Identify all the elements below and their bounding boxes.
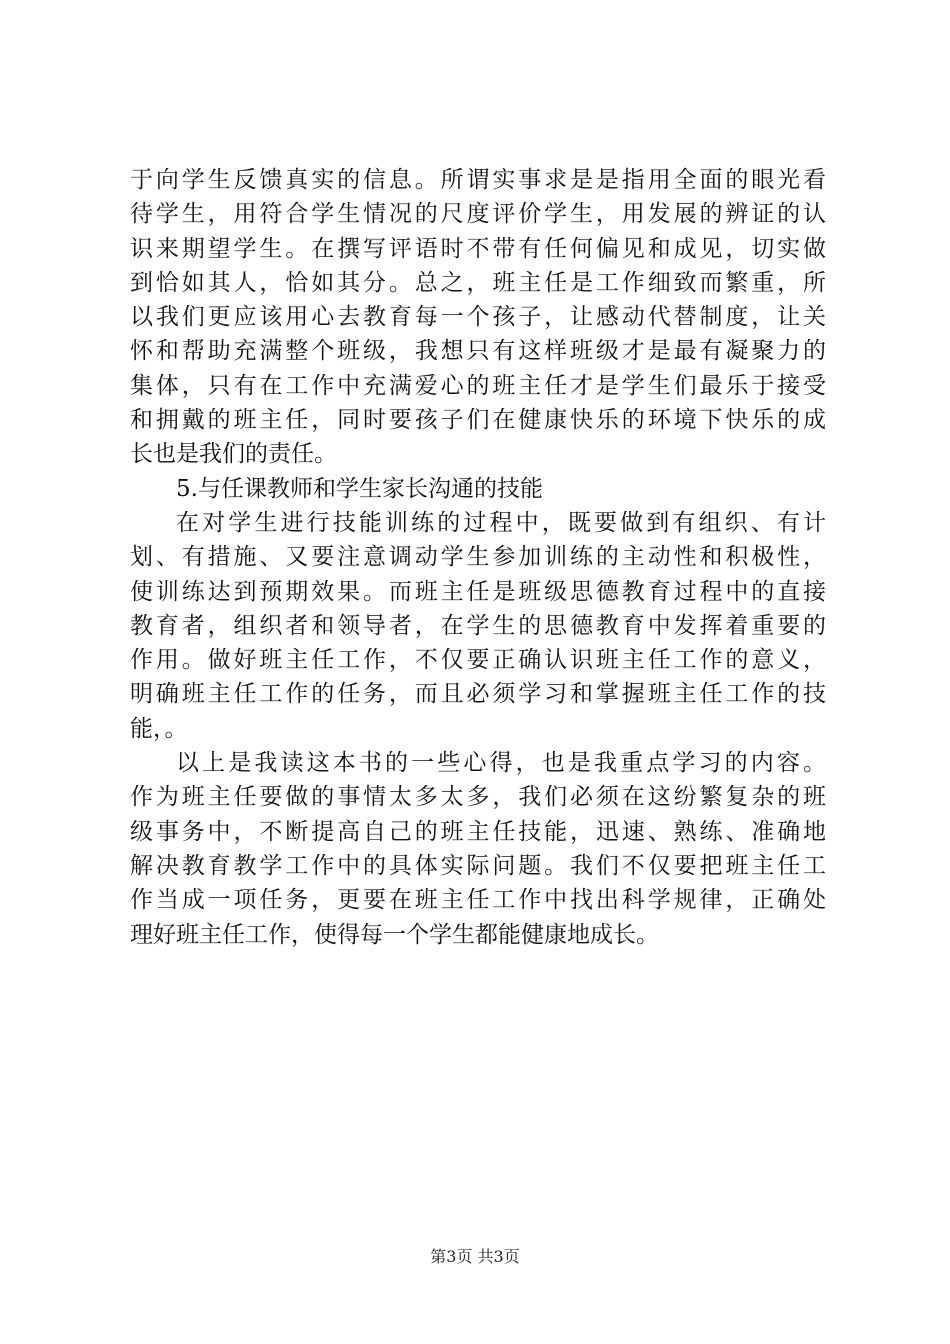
- text-line: 长也是我们的责任。: [130, 441, 337, 468]
- text-line: 使训练达到预期效果。而班主任是班级思德教育过程中的直接: [130, 578, 826, 605]
- text-line: 能，。: [130, 715, 188, 742]
- text-line: 到恰如其人，恰如其分。总之，班主任是工作细致而繁重，所: [130, 269, 826, 296]
- text-line: 级事务中，不断提高自己的班主任技能，迅速、熟练、准确地: [130, 818, 826, 845]
- text-line: 于向学生反馈真实的信息。所谓实事求是是指用全面的眼光看: [130, 167, 826, 193]
- text-line: 集体，只有在工作中充满爱心的班主任才是学生们最乐于接受: [130, 372, 826, 399]
- text-line: 以我们更应该用心去教育每一个孩子，让感动代替制度，让关: [130, 304, 826, 331]
- text-line: 划、有措施、又要注意调动学生参加训练的主动性和积极性，: [130, 544, 826, 571]
- text-line: 作为班主任要做的事情太多太多，我们必须在这纷繁复杂的班: [130, 784, 826, 811]
- text-line: 怀和帮助充满整个班级，我想只有这样班级才是最有凝聚力的: [130, 338, 826, 365]
- text-line: 明确班主任工作的任务，而且必须学习和掌握班主任工作的技: [130, 681, 826, 708]
- text-line: 作用。做好班主任工作，不仅要正确认识班主任工作的意义，: [130, 647, 826, 674]
- text-line: 在对学生进行技能训练的过程中，既要做到有组织、有计: [176, 509, 826, 536]
- text-line: 解决教育教学工作中的具体实际问题。我们不仅要把班主任工: [130, 852, 826, 879]
- text-line: 作当成一项任务，更要在班主任工作中找出科学规律，正确处: [130, 887, 826, 914]
- page-number-footer: 第3页 共3页: [430, 1247, 520, 1266]
- text-line: 识来期望学生。在撰写评语时不带有任何偏见和成见，切实做: [130, 235, 826, 262]
- text-line: 理好班主任工作，使得每一个学生都能健康地成长。: [130, 921, 659, 948]
- section-heading: 5.与任课教师和学生家长沟通的技能: [176, 475, 543, 502]
- text-line: 和拥戴的班主任，同时要孩子们在健康快乐的环境下快乐的成: [130, 407, 826, 434]
- text-line: 教育者，组织者和领导者，在学生的思德教育中发挥着重要的: [130, 612, 826, 639]
- text-line: 待学生，用符合学生情况的尺度评价学生，用发展的辨证的认: [130, 201, 826, 228]
- text-line: 以上是我读这本书的一些心得，也是我重点学习的内容。: [176, 750, 826, 777]
- body-text: [130, 163, 826, 952]
